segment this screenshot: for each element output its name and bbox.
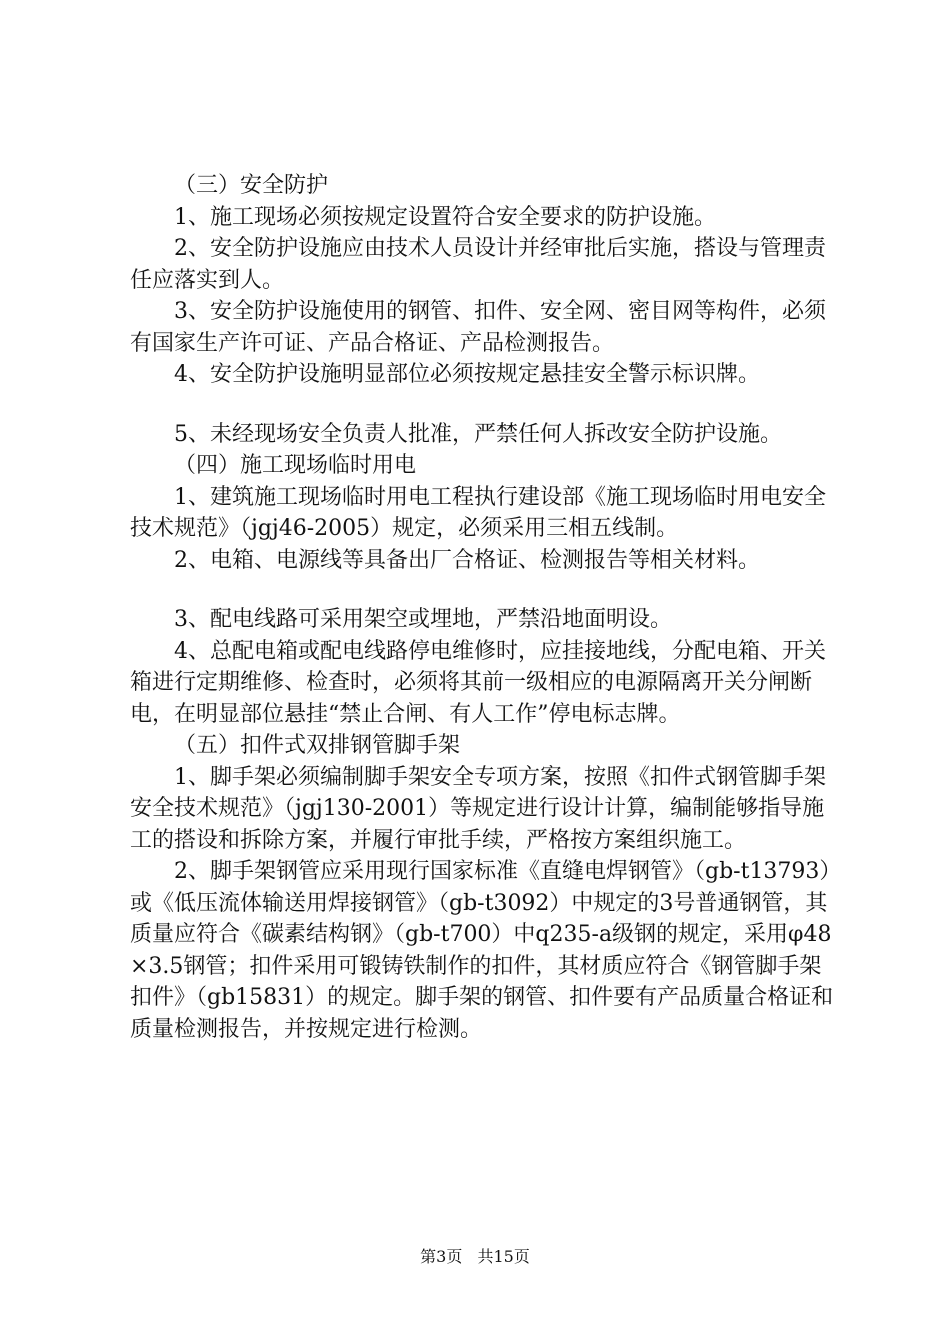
section-heading-scaffold: （五）扣件式双排钢管脚手架 xyxy=(174,733,461,758)
paragraph: 4、安全防护设施明显部位必须按规定悬挂安全警示标识牌。 xyxy=(174,362,760,387)
section-heading-temporary-power: （四）施工现场临时用电 xyxy=(174,453,417,478)
page-number: 第3页 xyxy=(420,1247,463,1266)
paragraph: 3、安全防护设施使用的钢管、扣件、安全网、密目网等构件，必须有国家生产许可证、产品合格证、产品检测报告。 xyxy=(130,299,826,356)
paragraph: 4、总配电箱或配电线路停电维修时，应挂接地线，分配电箱、开关箱进行定期维修、检查时，必须将其前一级相应的电源隔离开关分闸断电，在明显部位悬挂“禁止合闸、有人工作”停电标志牌。 xyxy=(130,638,826,727)
section-heading-safety-protection: （三）安全防护 xyxy=(174,173,329,198)
page-footer xyxy=(0,1246,950,1268)
paragraph: 1、建筑施工现场临时用电工程执行建设部《施工现场临时用电安全技术规范》（jgj46-2005）规定，必须采用三相五线制。 xyxy=(130,484,826,541)
paragraph: 3、配电线路可采用架空或埋地，严禁沿地面明设。 xyxy=(174,607,672,632)
paragraph: 1、脚手架必须编制脚手架安全专项方案，按照《扣件式钢管脚手架安全技术规范》（jgj130-2001）等规定进行设计计算，编制能够指导施工的搭设和拆除方案，并履行审批手续，严格按方案组织施工。 xyxy=(130,764,826,853)
page-total: 共15页 xyxy=(477,1247,530,1266)
paragraph: 2、电箱、电源线等具备出厂合格证、检测报告等相关材料。 xyxy=(174,547,760,573)
paragraph: 2、脚手架钢管应采用现行国家标准《直缝电焊钢管》（gb-t13793）或《低压流体输送用焊接钢管》（gb-t3092）中规定的3号普通钢管，其质量应符合《碳素结构钢》（gb-t700）中q235-a级钢的规定，采用φ48×3.5钢管；扣件采用可锻铸铁制作的扣件，其材质应符合《钢管脚手架扣件》（gb15831）的规定。脚手架的钢管、扣件要有产品质量合格证和质量检测报告，并按规定进行检测。 xyxy=(130,859,842,1042)
document-body xyxy=(130,170,842,1045)
paragraph: 1、施工现场必须按规定设置符合安全要求的防护设施。 xyxy=(174,204,716,230)
paragraph: 2、安全防护设施应由技术人员设计并经审批后实施，搭设与管理责任应落实到人。 xyxy=(130,236,826,293)
paragraph: 5、未经现场安全负责人批准，严禁任何人拆改安全防护设施。 xyxy=(174,421,782,447)
